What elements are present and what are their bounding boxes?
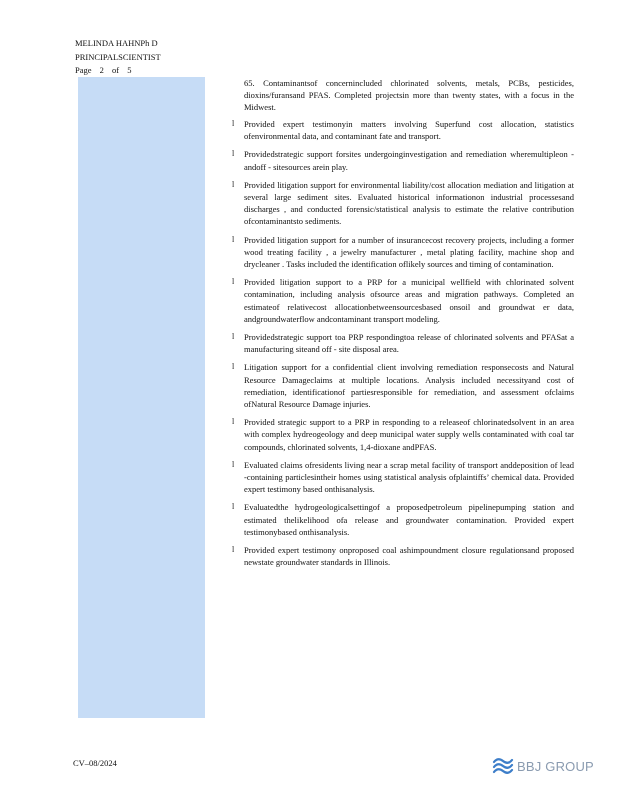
bullet-text: Provided litigation support for a number of insurancecost recovery projects, including a former wood treating facility , a jewelry manufacturer , metal plating facility, machine shop and drycleaner . Tasks included the identification oflikely sources and timing of contamination.	[244, 234, 574, 270]
cv-date: CV–08/2024	[73, 758, 117, 768]
experience-bullet	[232, 179, 574, 228]
author-name: MELINDA HAHNPh D	[75, 38, 158, 48]
bullet-marker: l	[232, 277, 235, 287]
logo-text: BBJ GROUP	[517, 758, 594, 774]
page-indicator	[75, 64, 161, 78]
page-of: of	[112, 65, 120, 75]
experience-bullet	[232, 544, 574, 568]
bullet-marker: l	[232, 417, 235, 427]
experience-bullet	[232, 148, 574, 172]
sidebar-band	[78, 77, 205, 718]
experience-bullet	[232, 276, 574, 325]
page-current: 2	[99, 65, 104, 75]
bullet-text: Provided strategic support to a PRP in responding to a releaseof chlorinatedsolvent in an area with complex hydreogeology and deep municipal water supply wells contaminated with coal tar compounds, chlorinated solvents, 1,4-dioxane andPFAS.	[244, 417, 574, 452]
author-title: PRINCIPALSCIENTIST	[75, 51, 161, 62]
experience-section	[232, 77, 574, 575]
experience-bullet	[232, 118, 574, 142]
bullet-text: Evaluatedthe hydrogeologicalsettingof a proposedpetroleum pipelinepumping station and estimated thelikelihood ofa release and groundwater contamination. Provided expert testimonybased onthisanalysis.	[244, 502, 574, 537]
bullet-marker: l	[232, 502, 235, 512]
experience-bullet	[232, 459, 574, 496]
bullet-marker: l	[232, 459, 235, 469]
bullet-text: Provided litigation support to a PRP for a municipal wellfield with chlorinated solvent contamination, including analysis ofsource areas and migration pathways. Completed an estimateof relativecost allocationbetweensourcesbased onsoil and groundwat er data, andgroundwaterflow andcontaminant transport modeling.	[244, 277, 574, 324]
bullet-marker: l	[232, 332, 235, 342]
wave-logo-icon	[492, 756, 514, 776]
document-header	[75, 37, 161, 78]
bullet-marker: l	[232, 119, 235, 128]
experience-bullet	[232, 361, 574, 410]
bullet-text: Evaluated claims ofresidents living near a scrap metal facility of transport anddeposition of lead -containing particlesintheir homes using statistical analysis ofplaintiffs’ chemical data. Provided expert testimony based onthisanalysis.	[244, 459, 574, 495]
bullet-text: Provided expert testimonyin matters involving Superfund cost allocation, statistics ofenvironmental data, and contaminant fate and transport.	[244, 119, 574, 142]
bullet-marker: l	[232, 545, 235, 555]
page-total: 5	[127, 65, 132, 75]
experience-bullet	[232, 416, 574, 453]
bullet-marker: l	[232, 149, 235, 159]
company-logo	[492, 756, 594, 776]
bullet-marker: l	[232, 362, 235, 372]
bullet-marker: l	[232, 179, 235, 189]
intro-paragraph: 65. Contaminantsof concernincluded chlorinated solvents, metals, PCBs, pesticides, dioxins/furansand PFAS. Completed projectsin more than twenty states, with a focus in the Midwest.	[244, 78, 574, 112]
bullet-marker: l	[232, 234, 235, 244]
bullet-text: Providedstrategic support forsites undergoinginvestigation and remediation wheremultipleon - andoff - sitesources arein play.	[244, 149, 574, 172]
experience-bullet	[232, 234, 574, 271]
experience-bullet	[232, 331, 574, 355]
experience-bullet	[232, 501, 574, 538]
bullet-text: Providedstrategic support toa PRP respondingtoa release of chlorinated solvents and PFASat a manufacturing siteand off - site disposal area.	[244, 332, 574, 355]
bullet-text: Provided litigation support for environmental liability/cost allocation mediation and litigation at several large sediment sites. Evaluated historical informationon industrial processesand discharges , and conducted forensic/statistical analysis to estimate the relative contribution ofcontaminantsto sediments.	[244, 179, 574, 227]
bullet-text: Litigation support for a confidential client involving remediation responsecosts and Natural Resource Damageclaims at multiple locations. Analysis included necessityand cost of remediation, identificationof partiesresponsible for remediation, and assessment ofclaims ofNatural Resource Damage injuries.	[244, 362, 574, 410]
experience-bullet-list	[232, 118, 574, 569]
page-label: Page	[75, 65, 92, 75]
bullet-text: Provided expert testimony onproposed coal ashimpoundment closure regulationsand proposed newstate groundwater standards in Illinois.	[244, 545, 574, 568]
